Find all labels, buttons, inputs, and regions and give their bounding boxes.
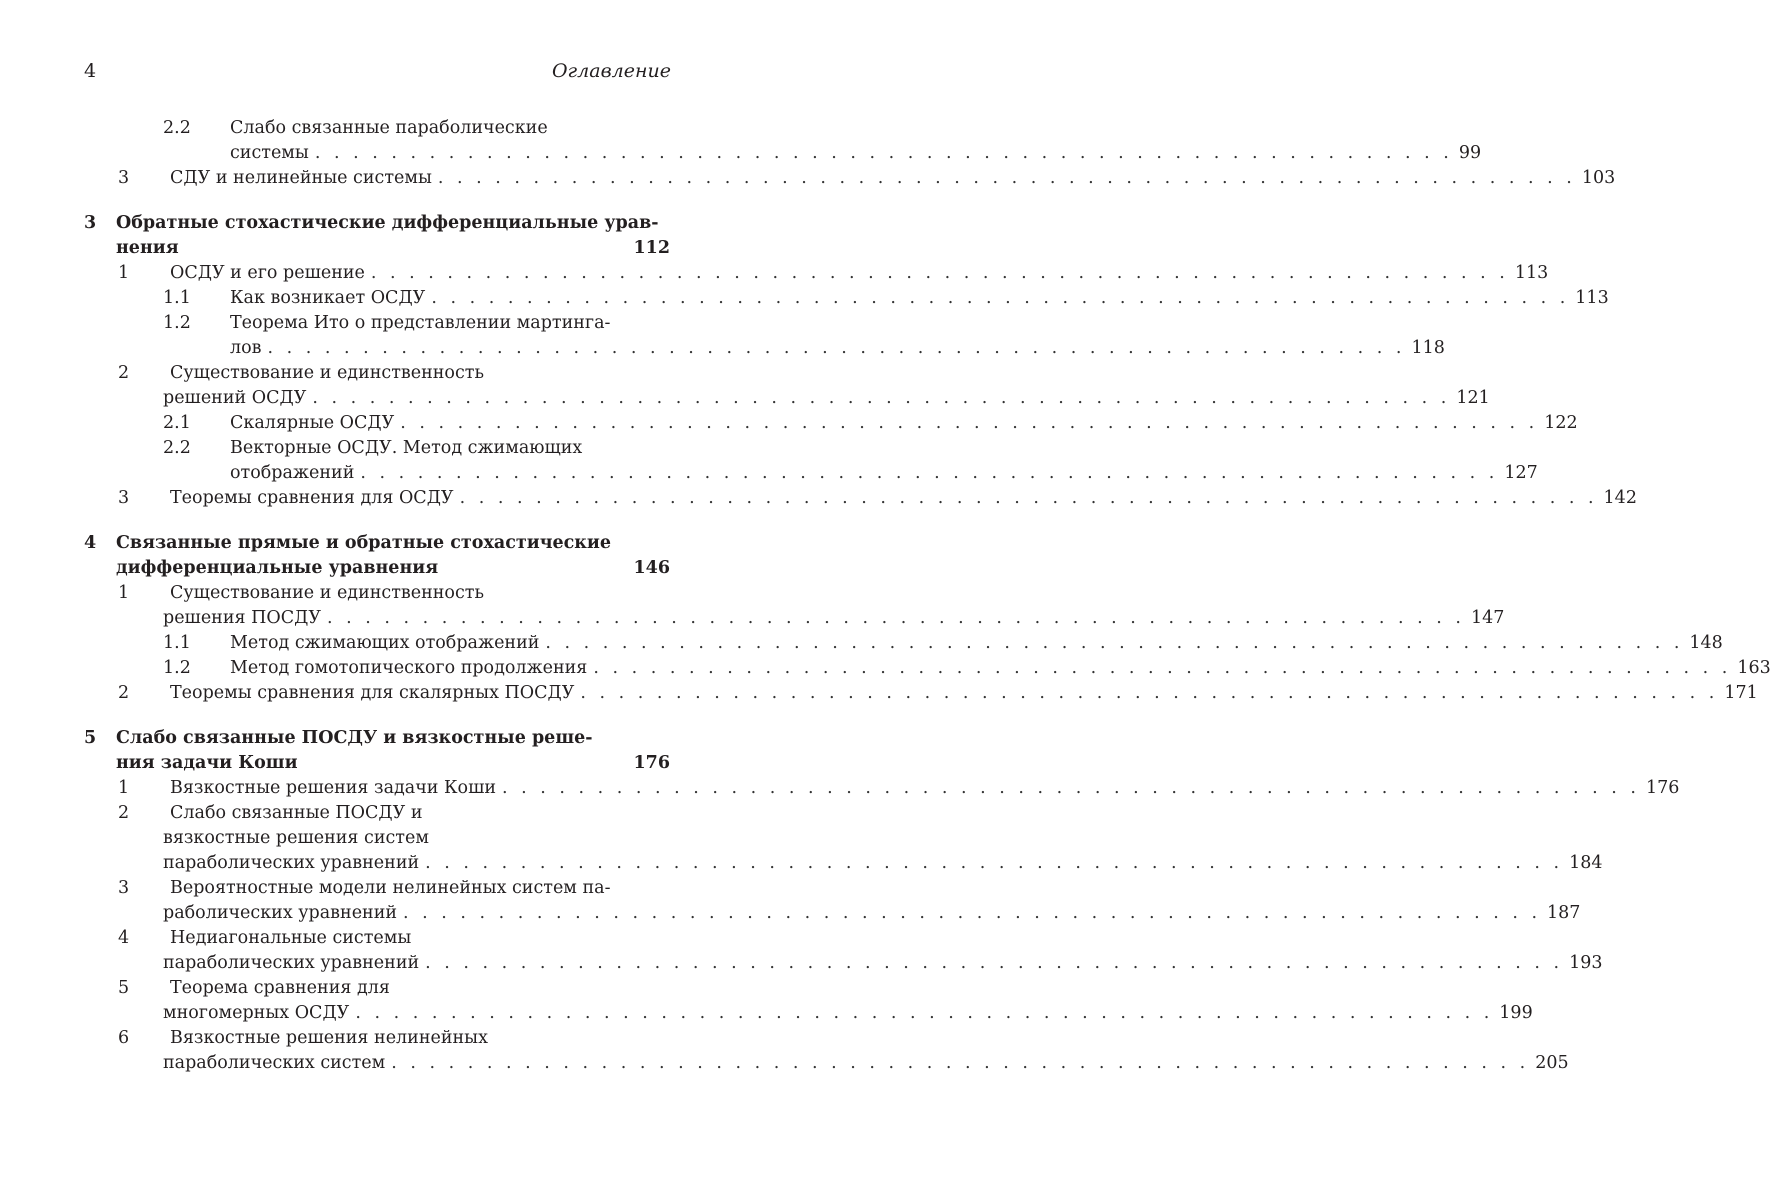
toc-entry-number: 2.2 xyxy=(163,118,191,138)
toc-line xyxy=(84,236,670,261)
dot-leader: . . . . . . . . . . . . . . . . . . . . . . . . . . . . . . . . . . . . . . . . . . . . . . . . . . . . . . . . . . . . xyxy=(593,658,1732,678)
toc-page-number: 122 xyxy=(1544,413,1578,433)
toc-entry-number: 4 xyxy=(118,928,130,948)
toc-subsection-entry[interactable] xyxy=(84,436,1538,486)
toc-line xyxy=(84,851,1603,876)
section-gap xyxy=(84,706,670,726)
toc-line xyxy=(84,901,1581,926)
toc-section-entry[interactable] xyxy=(84,776,1680,801)
section-gap xyxy=(84,511,670,531)
toc-line xyxy=(84,411,1578,436)
section-gap xyxy=(84,191,670,211)
toc-entry-title: Теоремы сравнения для скалярных ПОСДУ xyxy=(170,683,575,703)
page-number: 4 xyxy=(84,60,97,82)
toc-entry-title: Теоремы сравнения для ОСДУ xyxy=(170,488,454,508)
toc-line xyxy=(84,311,670,336)
page-header xyxy=(84,60,671,86)
toc-entry-title: многомерных ОСДУ xyxy=(163,1003,350,1023)
toc-entry-title: Скалярные ОСДУ xyxy=(230,413,395,433)
running-head: Оглавление xyxy=(551,60,671,82)
toc-section-entry[interactable] xyxy=(84,1026,1569,1076)
dot-leader: . . . . . . . . . . . . . . . . . . . . . . . . . . . . . . . . . . . . . . . . . . . . . . . . . . . . . . . . . . . . xyxy=(425,953,1564,973)
toc-section-entry[interactable] xyxy=(84,581,1505,631)
toc-line xyxy=(84,116,670,141)
toc-entry-number: 5 xyxy=(118,978,130,998)
toc-chapter-entry[interactable] xyxy=(84,211,670,261)
toc-entry-title: лов xyxy=(230,338,262,358)
toc-line xyxy=(84,681,1758,706)
toc-entry-title: Обратные стохастические дифференциальные урав- xyxy=(116,213,659,233)
dot-leader: . . . . . . . . . . . . . . . . . . . . . . . . . . . . . . . . . . . . . . . . . . . . . . . . . . . . . . . . . . . . xyxy=(403,903,1542,923)
toc-subsection-entry[interactable] xyxy=(84,411,1578,436)
toc-entry-title: вязкостные решения систем xyxy=(163,828,429,848)
toc-line xyxy=(84,826,670,851)
toc-page-number: 113 xyxy=(1514,263,1549,283)
toc-page-number: 147 xyxy=(1470,608,1505,628)
toc-line xyxy=(84,1001,1533,1026)
toc-page-number: 127 xyxy=(1504,463,1538,483)
toc-line xyxy=(84,461,1538,486)
toc-entry-number: 2.1 xyxy=(163,413,191,433)
toc-entry-title: Как возникает ОСДУ xyxy=(230,288,426,308)
toc-entry-title: Недиагональные системы xyxy=(170,928,412,948)
toc-entry-title: параболических уравнений xyxy=(163,953,420,973)
toc-entry-number: 3 xyxy=(84,213,97,233)
toc-page-number: 176 xyxy=(1646,778,1680,798)
toc-line xyxy=(84,436,670,461)
toc-line xyxy=(84,876,670,901)
toc-entry-title: дифференциальные уравнения xyxy=(116,558,439,578)
toc-page-number: 176 xyxy=(633,753,670,773)
toc-section-entry[interactable] xyxy=(84,361,1490,411)
toc-entry-number: 1.2 xyxy=(163,313,191,333)
dot-leader: . . . . . . . . . . . . . . . . . . . . . . . . . . . . . . . . . . . . . . . . . . . . . . . . . . . . . . . . . . . . xyxy=(314,143,1453,163)
toc-entry-number: 6 xyxy=(118,1028,130,1048)
toc-entry-title: решения ПОСДУ xyxy=(163,608,321,628)
toc-page-number: 171 xyxy=(1724,683,1758,703)
dot-leader: . . . . . . . . . . . . . . . . . . . . . . . . . . . . . . . . . . . . . . . . . . . . . . . . . . . . . . . . . . . . xyxy=(312,388,1451,408)
toc-entry-number: 1.1 xyxy=(163,288,191,308)
toc-line xyxy=(84,801,670,826)
toc-entry-title: нения xyxy=(116,238,179,258)
toc-page-number: 113 xyxy=(1575,288,1609,308)
dot-leader: . . . . . . . . . . . . . . . . . . . . . . . . . . . . . . . . . . . . . . . . . . . . . . . . . . . . . . . . . . . . xyxy=(355,1003,1494,1023)
toc-line xyxy=(84,726,670,751)
toc-entry-title: Векторные ОСДУ. Метод сжимающих xyxy=(230,438,583,458)
toc-chapter-entry[interactable] xyxy=(84,726,670,776)
toc-page-number: 121 xyxy=(1456,388,1490,408)
toc-page-number: 146 xyxy=(633,558,670,578)
toc-line xyxy=(84,531,670,556)
toc-subsection-entry[interactable] xyxy=(84,656,1771,681)
toc-entry-number: 1.2 xyxy=(163,658,191,678)
dot-leader: . . . . . . . . . . . . . . . . . . . . . . . . . . . . . . . . . . . . . . . . . . . . . . . . . . . . . . . . . . . . xyxy=(459,488,1598,508)
toc-page-number: 118 xyxy=(1411,338,1445,358)
toc-line xyxy=(84,211,670,236)
toc-chapter-entry[interactable] xyxy=(84,531,670,581)
dot-leader: . . . . . . . . . . . . . . . . . . . . . . . . . . . . . . . . . . . . . . . . . . . . . . . . . . . . . . . . . . . . xyxy=(580,683,1719,703)
toc-entry-title: Слабо связанные ПОСДУ и xyxy=(170,803,423,823)
toc-page-number: 99 xyxy=(1458,143,1482,163)
toc-page-number: 193 xyxy=(1569,953,1603,973)
toc-line xyxy=(84,1026,670,1051)
toc-entry-title: Вязкостные решения задачи Коши xyxy=(170,778,497,798)
toc-entry-number: 1.1 xyxy=(163,633,191,653)
toc-line xyxy=(84,976,670,1001)
toc-line xyxy=(84,556,670,581)
toc-line xyxy=(84,286,1609,311)
toc-entry-title: Связанные прямые и обратные стохастические xyxy=(116,533,612,553)
toc-section-entry[interactable] xyxy=(84,926,1603,976)
toc-entry-number: 2.2 xyxy=(163,438,191,458)
toc-entry-title: Теорема Ито о представлении мартинга- xyxy=(230,313,611,333)
toc-page-number: 163 xyxy=(1737,658,1771,678)
toc-page-number: 112 xyxy=(633,238,670,258)
table-of-contents xyxy=(84,116,1771,1076)
toc-entry-number: 5 xyxy=(84,728,97,748)
toc-line xyxy=(84,336,1445,361)
toc-subsection-entry[interactable] xyxy=(84,311,1445,361)
toc-entry-number: 1 xyxy=(118,778,130,798)
dot-leader: . . . . . . . . . . . . . . . . . . . . . . . . . . . . . . . . . . . . . . . . . . . . . . . . . . . . . . . . . . . . xyxy=(425,853,1564,873)
dot-leader: . . . . . . . . . . . . . . . . . . . . . . . . . . . . . . . . . . . . . . . . . . . . . . . . . . . . . . . . . . . . xyxy=(502,778,1640,798)
toc-section-entry[interactable] xyxy=(84,976,1533,1026)
dot-leader: . . . . . . . . . . . . . . . . . . . . . . . . . . . . . . . . . . . . . . . . . . . . . . . . . . . . . . . . . . . . xyxy=(267,338,1406,358)
dot-leader: . . . . . . . . . . . . . . . . . . . . . . . . . . . . . . . . . . . . . . . . . . . . . . . . . . . . . . . . . . . . xyxy=(400,413,1539,433)
toc-entry-number: 1 xyxy=(118,583,130,603)
toc-entry-title: Метод сжимающих отображений xyxy=(230,633,540,653)
toc-page-number: 103 xyxy=(1581,168,1616,188)
toc-subsection-entry[interactable] xyxy=(84,286,1609,311)
toc-section-entry[interactable] xyxy=(84,876,1581,926)
toc-entry-title: системы xyxy=(230,143,309,163)
toc-entry-title: раболических уравнений xyxy=(163,903,398,923)
toc-subsection-entry[interactable] xyxy=(84,631,1723,656)
toc-line xyxy=(84,776,1680,801)
toc-entry-number: 1 xyxy=(118,263,130,283)
toc-line xyxy=(84,926,670,951)
toc-entry-number: 4 xyxy=(84,533,97,553)
toc-line xyxy=(84,361,670,386)
toc-line xyxy=(84,386,1490,411)
toc-page-number: 142 xyxy=(1603,488,1637,508)
toc-entry-title: Теорема сравнения для xyxy=(170,978,390,998)
toc-section-entry[interactable] xyxy=(84,681,1758,706)
toc-entry-title: Слабо связанные ПОСДУ и вязкостные реше- xyxy=(116,728,593,748)
toc-entry-title: ния задачи Коши xyxy=(116,753,298,773)
toc-entry-title: решений ОСДУ xyxy=(163,388,307,408)
toc-entry-title: параболических систем xyxy=(163,1053,386,1073)
dot-leader: . . . . . . . . . . . . . . . . . . . . . . . . . . . . . . . . . . . . . . . . . . . . . . . . . . . . . . . . . . . . xyxy=(431,288,1570,308)
toc-page-number: 187 xyxy=(1547,903,1581,923)
toc-entry-title: Существование и единственность xyxy=(170,583,484,603)
toc-entry-number: 2 xyxy=(118,363,130,383)
toc-entry-title: Существование и единственность xyxy=(170,363,484,383)
toc-page-number: 148 xyxy=(1689,633,1723,653)
toc-line xyxy=(84,631,1723,656)
toc-line xyxy=(84,486,1637,511)
dot-leader: . . . . . . . . . . . . . . . . . . . . . . . . . . . . . . . . . . . . . . . . . . . . . . . . . . . . . . . . . . . . xyxy=(370,263,1509,283)
toc-entry-title: параболических уравнений xyxy=(163,853,420,873)
dot-leader: . . . . . . . . . . . . . . . . . . . . . . . . . . . . . . . . . . . . . . . . . . . . . . . . . . . . . . . . . . . . xyxy=(545,633,1684,653)
dot-leader: . . . . . . . . . . . . . . . . . . . . . . . . . . . . . . . . . . . . . . . . . . . . . . . . . . . . . . . . . . . . xyxy=(360,463,1499,483)
toc-line xyxy=(84,656,1771,681)
toc-page-number: 205 xyxy=(1535,1053,1569,1073)
toc-subsection-entry[interactable] xyxy=(84,116,1482,166)
toc-entry-title: Вязкостные решения нелинейных xyxy=(170,1028,488,1048)
toc-entry-number: 2 xyxy=(118,803,130,823)
toc-line xyxy=(84,951,1603,976)
toc-entry-number: 3 xyxy=(118,168,130,188)
toc-line xyxy=(84,261,1549,286)
toc-entry-title: отображений xyxy=(230,463,355,483)
toc-entry-title: СДУ и нелинейные системы xyxy=(170,168,432,188)
toc-section-entry[interactable] xyxy=(84,166,1616,191)
toc-entry-number: 3 xyxy=(118,878,130,898)
toc-entry-title: Метод гомотопического продолжения xyxy=(230,658,588,678)
toc-entry-number: 3 xyxy=(118,488,130,508)
toc-line xyxy=(84,166,1616,191)
toc-entry-number: 2 xyxy=(118,683,130,703)
toc-entry-title: Вероятностные модели нелинейных систем па- xyxy=(170,878,611,898)
toc-section-entry[interactable] xyxy=(84,486,1637,511)
toc-page-number: 184 xyxy=(1569,853,1603,873)
toc-line xyxy=(84,1051,1569,1076)
toc-entry-title: ОСДУ и его решение xyxy=(170,263,365,283)
toc-line xyxy=(84,581,670,606)
toc-line xyxy=(84,606,1505,631)
toc-line xyxy=(84,141,1482,166)
toc-entry-title: Слабо связанные параболические xyxy=(230,118,548,138)
toc-section-entry[interactable] xyxy=(84,801,1603,876)
dot-leader: . . . . . . . . . . . . . . . . . . . . . . . . . . . . . . . . . . . . . . . . . . . . . . . . . . . . . . . . . . . . xyxy=(437,168,1576,188)
toc-page-number: 199 xyxy=(1499,1003,1533,1023)
toc-line xyxy=(84,751,670,776)
toc-section-entry[interactable] xyxy=(84,261,1549,286)
dot-leader: . . . . . . . . . . . . . . . . . . . . . . . . . . . . . . . . . . . . . . . . . . . . . . . . . . . . . . . . . . . . xyxy=(327,608,1465,628)
dot-leader: . . . . . . . . . . . . . . . . . . . . . . . . . . . . . . . . . . . . . . . . . . . . . . . . . . . . . . . . . . . . xyxy=(391,1053,1530,1073)
